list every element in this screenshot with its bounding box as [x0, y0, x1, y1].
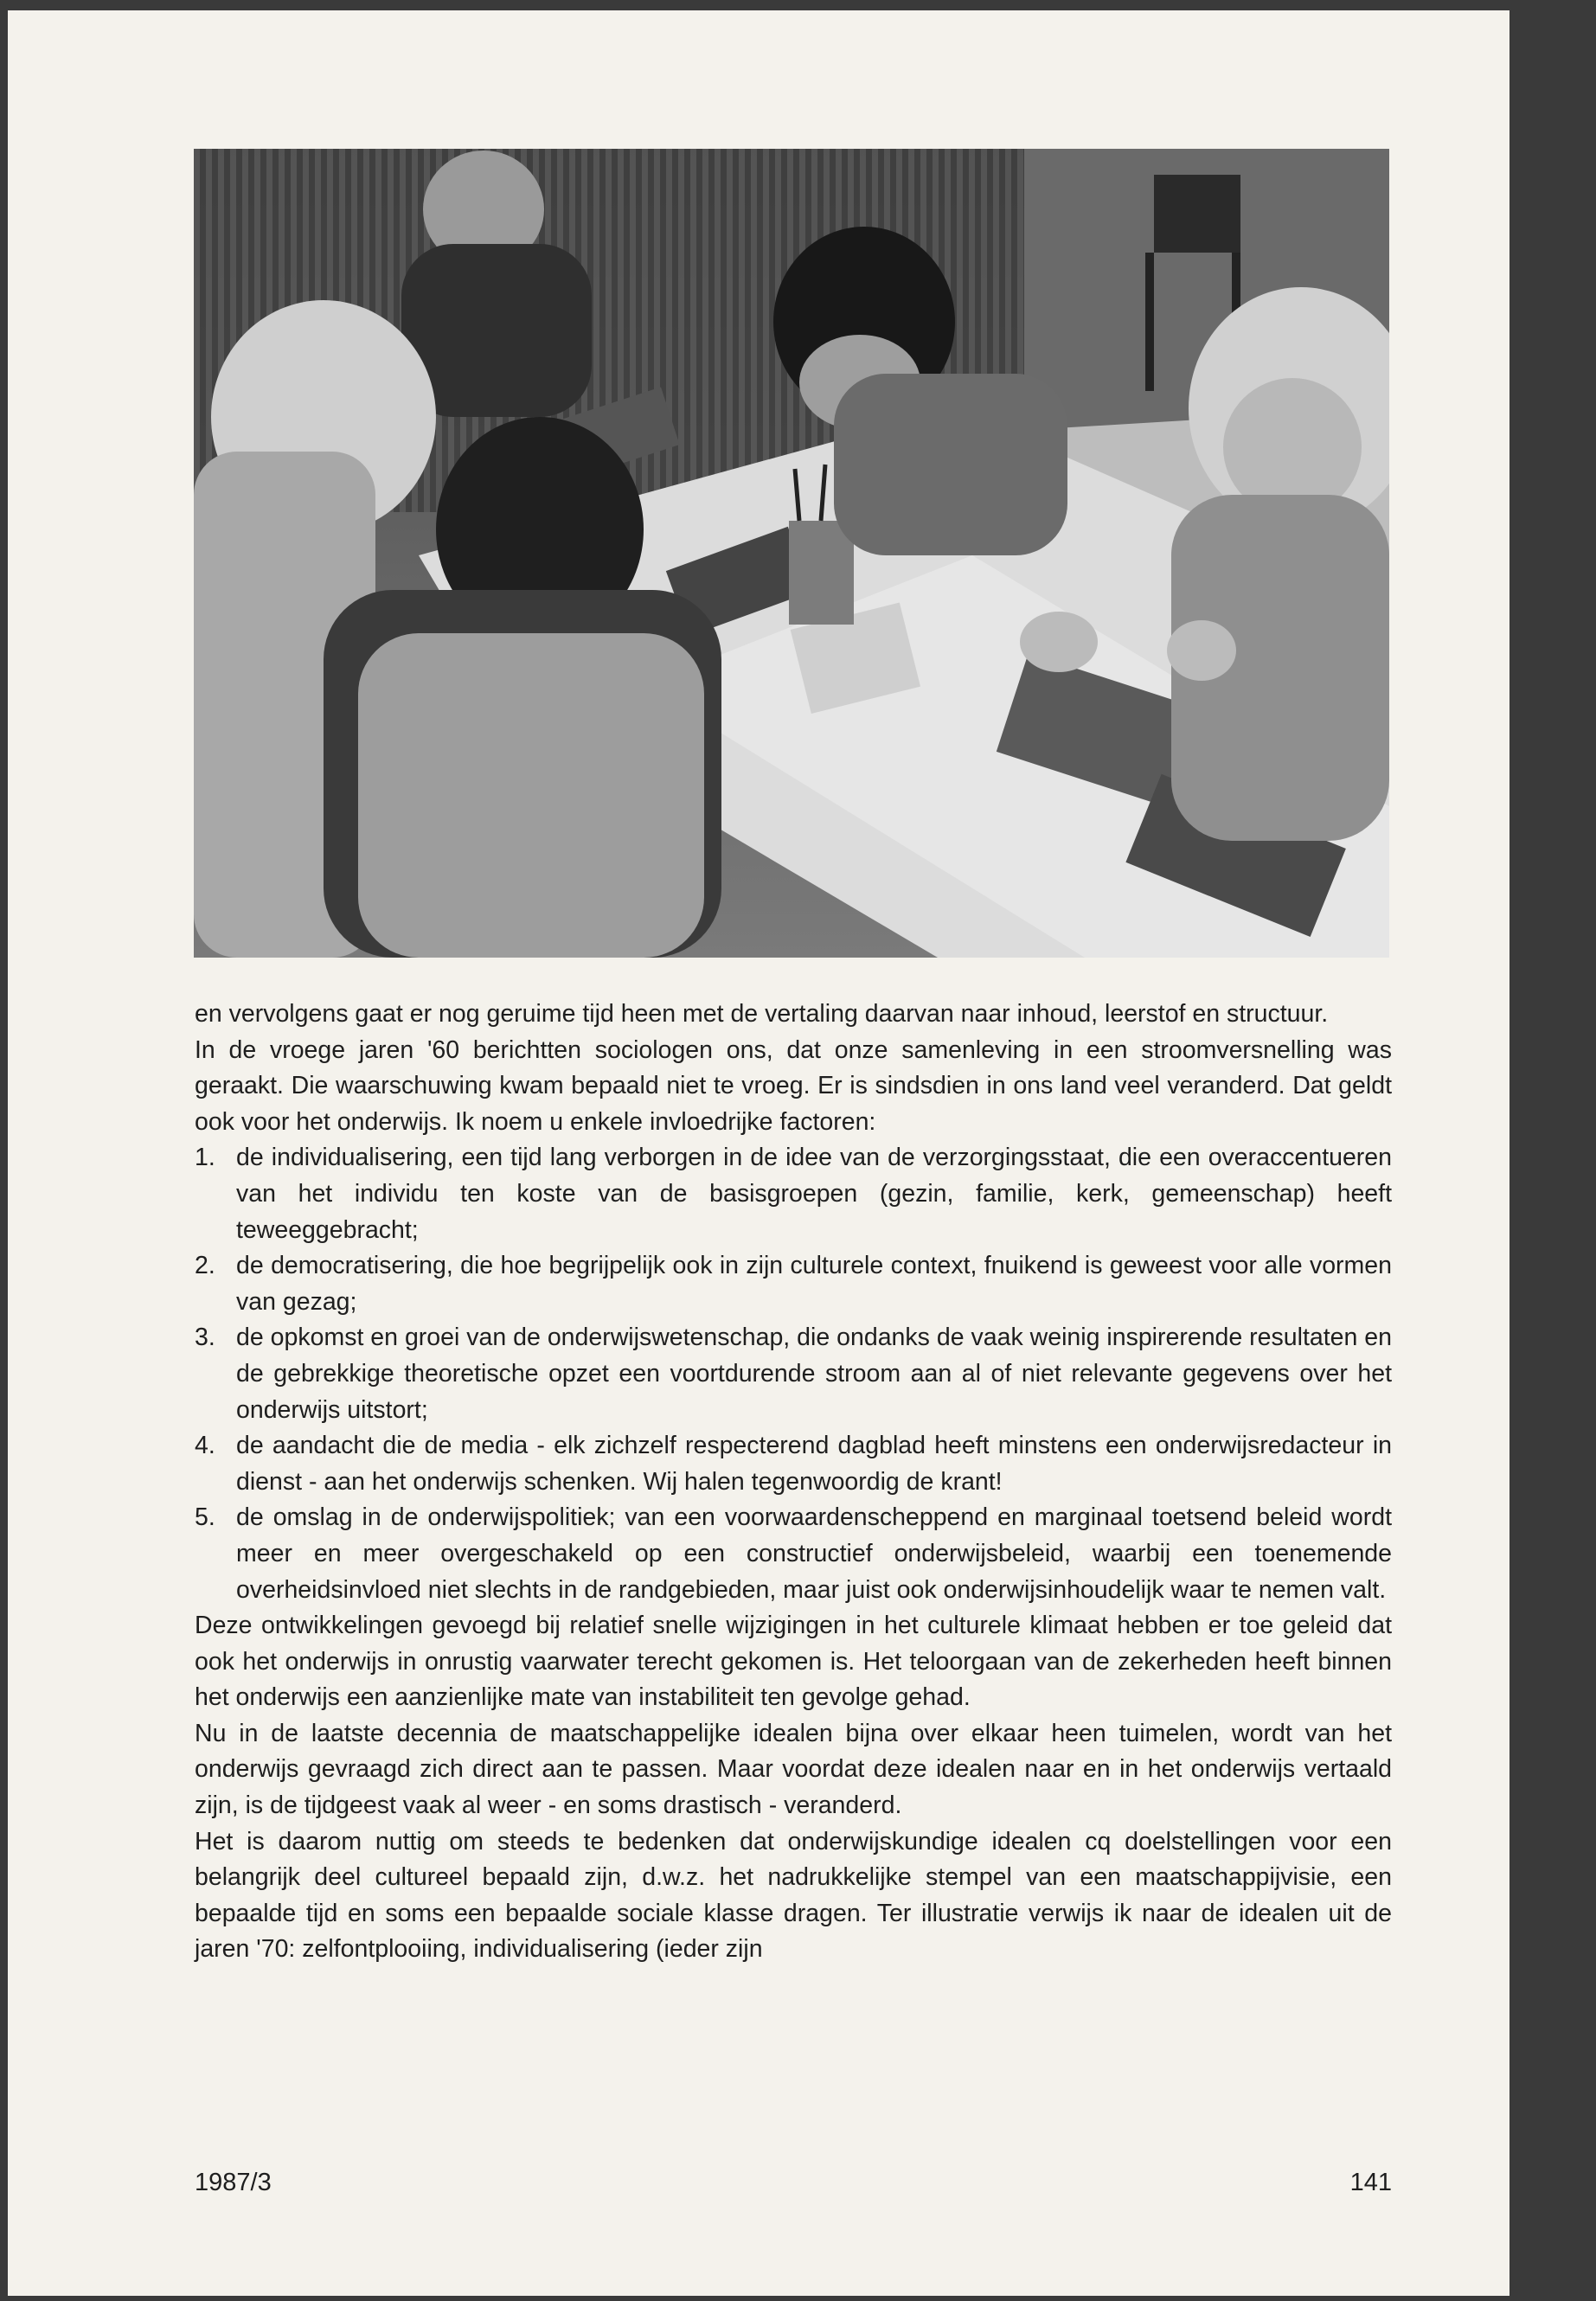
list-number: 4. — [195, 1432, 215, 1460]
list-text: de aandacht die de media - elk zichzelf respecterend dagblad heeft minstens een onderwijsredacteur in dienst - aan het onderwijs schenken. Wij halen tegenwoordig de krant! — [236, 1432, 1392, 1496]
issue-number: 1987/3 — [195, 2169, 272, 2196]
classroom-photo-illustration — [194, 149, 1389, 958]
list-item — [195, 1320, 1392, 1428]
paragraph-2: In de vroege jaren '60 berichtten sociologen ons, dat onze samenleving in een stroomversnelling was geraakt. Die waarschuwing kwam bepaald niet te vroeg. Er is sindsdien in ons land veel veranderd. Dat geldt ook voor het onderwijs. Ik noem u enkele invloedrijke factoren: — [195, 1035, 1392, 1136]
list-text: de individualisering, een tijd lang verborgen in de idee van de verzorgingsstaat, die een overaccentueren van het individu ten koste van de basisgroepen (gezin, familie, kerk, gemeenschap) heeft teweeggebracht; — [236, 1144, 1392, 1244]
page-number: 141 — [1349, 2169, 1392, 2196]
paragraph-3: Deze ontwikkelingen gevoegd bij relatief snelle wijzigingen in het culturele klimaat hebben er toe geleid dat ook het onderwijs in onrustig vaarwater terecht gekomen is. Het teloorgaan van de zekerheden heeft binnen het onderwijs een aanzienlijke mate van instabiliteit ten gevolge gehad. — [195, 1612, 1392, 1712]
list-item — [195, 1140, 1392, 1248]
list-number: 2. — [195, 1252, 215, 1280]
document-page — [8, 10, 1509, 2296]
list-item — [195, 1248, 1392, 1320]
list-item — [195, 1428, 1392, 1500]
list-number: 1. — [195, 1144, 215, 1172]
paragraph-4: Nu in de laatste decennia de maatschappelijke idealen bijna over elkaar heen tuimelen, wordt van het onderwijs gevraagd zich direct aan te passen. Maar voordat deze idealen naar en in het onderwijs vertaald zijn, is de tijdgeest vaak al weer - en soms drastisch - veranderd. — [195, 1719, 1392, 1820]
list-text: de opkomst en groei van de onderwijswetenschap, die ondanks de vaak weinig inspirerende resultaten en de gebrekkige theoretische opzet een voortdurende stroom aan al of niet relevante gegevens over het onderwijs uitstort; — [236, 1324, 1392, 1424]
paragraph-1: en vervolgens gaat er nog geruime tijd heen met de vertaling daarvan naar inhoud, leerstof en structuur. — [195, 1000, 1329, 1028]
list-text: de democratisering, die hoe begrijpelijk ook in zijn culturele context, fnuikend is geweest voor alle vormen van gezag; — [236, 1252, 1392, 1316]
classroom-photo — [194, 149, 1389, 958]
factor-list — [195, 1140, 1392, 1608]
list-number: 5. — [195, 1503, 215, 1532]
list-item — [195, 1500, 1392, 1608]
list-text: de omslag in de onderwijspolitiek; van een voorwaardenscheppend en marginaal toetsend beleid wordt meer en meer overgeschakeld op een constructief onderwijsbeleid, waarbij een toenemende overheidsinvloed niet slechts in de randgebieden, maar juist ook onderwijsinhoudelijk waar te nemen valt. — [236, 1503, 1392, 1604]
article-text — [195, 997, 1392, 1968]
list-number: 3. — [195, 1324, 215, 1352]
paragraph-5: Het is daarom nuttig om steeds te bedenken dat onderwijskundige idealen cq doelstellingen voor een belangrijk deel cultureel bepaald zijn, d.w.z. het nadrukkelijke stempel van een maatschappijvisie, een bepaalde tijd en soms een bepaalde sociale klasse dragen. Ter illustratie verwijs ik naar de idealen uit de jaren '70: zelfontplooiing, individualisering (ieder zijn — [195, 1827, 1392, 1964]
